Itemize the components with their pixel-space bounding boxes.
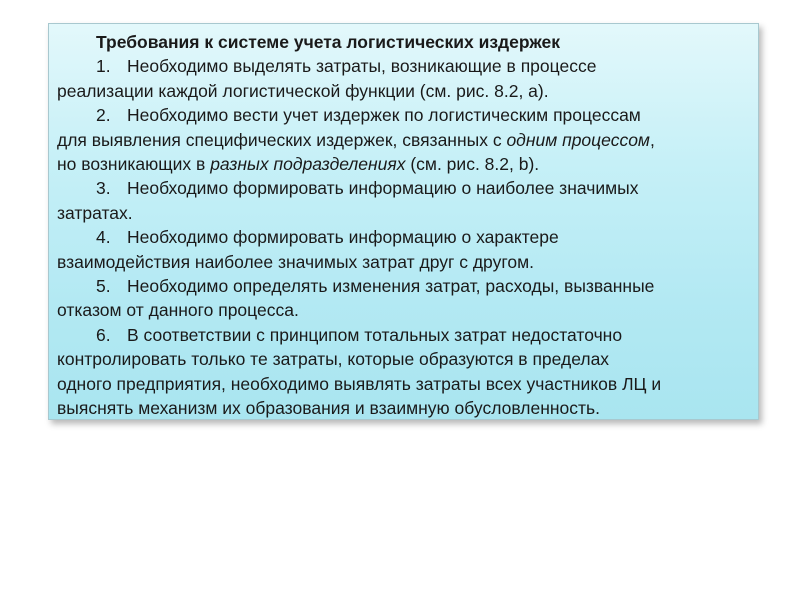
textbox-title: Требования к системе учета логистических издержек bbox=[96, 32, 561, 52]
list-item-1-line-1 bbox=[57, 54, 748, 78]
list-item-5-text-1: Необходимо определять изменения затрат, расходы, вызванные bbox=[127, 276, 655, 297]
list-item-3-line-2: затратах. bbox=[57, 202, 133, 223]
list-item-4-text-1: Необходимо формировать информацию о характере bbox=[127, 227, 559, 248]
list-item-4-number: 4. bbox=[96, 227, 111, 248]
list-item-4-line-1 bbox=[57, 225, 748, 249]
list-item-2-emphasis-2: разных подразделениях bbox=[210, 154, 406, 175]
list-item-2-line-1 bbox=[57, 103, 748, 127]
list-item-6-line-2: контролировать только те затраты, которые образуются в пределах bbox=[57, 349, 610, 370]
list-item-1-line-2: реализации каждой логистической функции (см. рис. 8.2, а). bbox=[57, 80, 549, 101]
list-item-3-text-1: Необходимо формировать информацию о наиболее значимых bbox=[127, 178, 639, 199]
list-item-2-text-2b: , bbox=[649, 129, 655, 150]
list-item-1-number: 1. bbox=[96, 56, 111, 77]
list-item-3-line-1 bbox=[57, 176, 748, 200]
list-item-3-number: 3. bbox=[96, 178, 111, 199]
list-item-1-text-1: Необходимо выделять затраты, возникающие в процессе bbox=[127, 56, 597, 77]
list-item-2-text-3b: (см. рис. 8.2, b). bbox=[405, 154, 540, 175]
list-item-6-line-3: одного предприятия, необходимо выявлять затраты всех участников ЛЦ и bbox=[57, 373, 662, 394]
list-item-2-number: 2. bbox=[96, 105, 111, 126]
list-item-2-emphasis-1: одним процессом bbox=[506, 129, 650, 150]
list-item-6-line-1 bbox=[57, 323, 748, 347]
requirements-textbox bbox=[48, 23, 759, 420]
list-item-2-text-3a: но возникающих в bbox=[57, 154, 211, 175]
list-item-2-text-2a: для выявления специфических издержек, связанных с bbox=[57, 129, 507, 150]
list-item-2-line-2 bbox=[57, 128, 748, 152]
list-item-5-line-2: отказом от данного процесса. bbox=[57, 300, 299, 321]
list-item-2-text-1: Необходимо вести учет издержек по логистическим процессам bbox=[127, 105, 641, 126]
list-item-5-line-1 bbox=[57, 274, 748, 298]
list-item-5-number: 5. bbox=[96, 276, 111, 297]
list-item-2-line-3 bbox=[57, 152, 748, 176]
list-item-6-number: 6. bbox=[96, 324, 111, 345]
list-item-6-line-4: выяснять механизм их образования и взаимную обусловленность. bbox=[57, 398, 601, 419]
list-item-4-line-2: взаимодействия наиболее значимых затрат друг с другом. bbox=[57, 251, 534, 272]
list-item-6-text-1: В соответствии с принципом тотальных затрат недостаточно bbox=[127, 324, 623, 345]
